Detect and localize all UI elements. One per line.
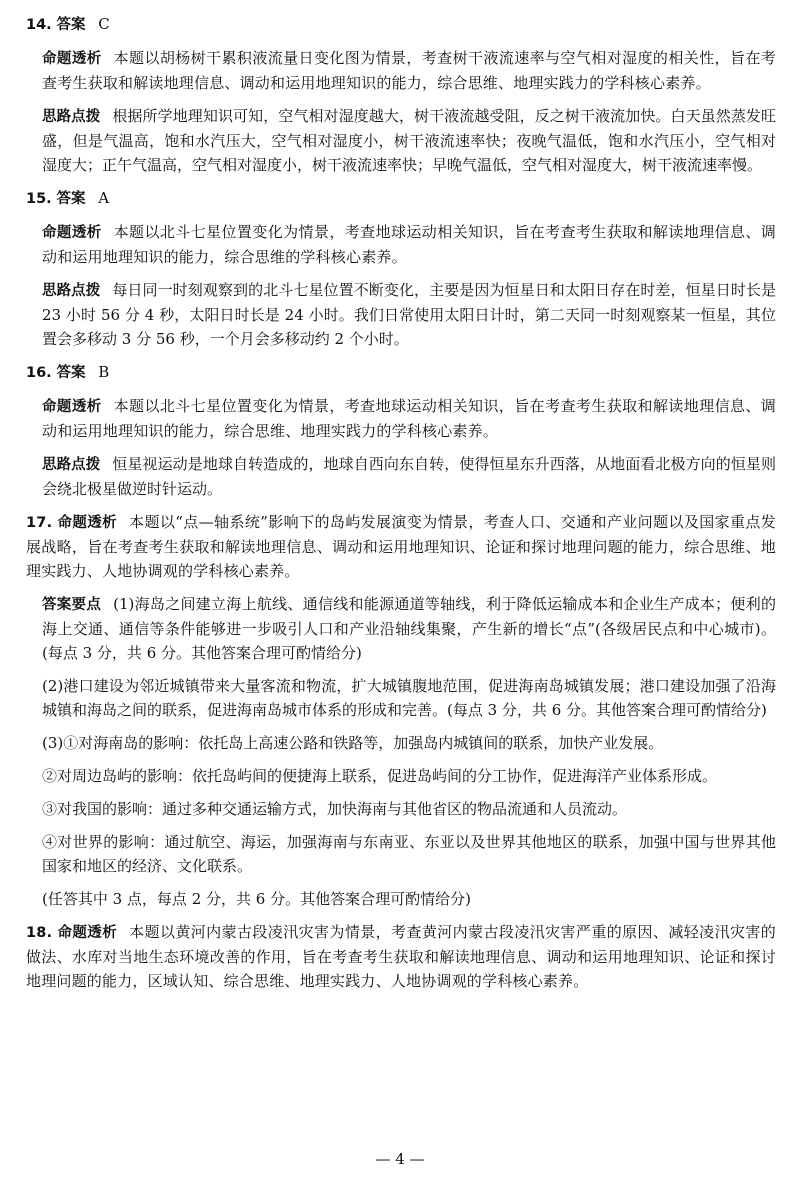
q14-intent-text: 本题以胡杨树干累积液流量日变化图为情景，考查树干液流速率与空气相对湿度的相关性，旨在考查考生获取和解读地理信息、调动和运用地理知识的能力，综合思维、地理实践力的学科核心素养。	[42, 49, 776, 92]
q16-intent	[26, 394, 776, 443]
q16-hint	[26, 452, 776, 501]
q16-answer-label: 答案	[56, 365, 86, 381]
q15-answer-letter: A	[98, 189, 110, 207]
q17-key-label: 答案要点	[42, 597, 102, 613]
q18-intent-text: 本题以黄河内蒙古段凌汛灾害为情景，考查黄河内蒙古段凌汛灾害严重的原因、减轻凌汛灾害的做法、水库对当地生态环境改善的作用，旨在考查考生获取和解读地理信息、调动和运用地理知识、论证和探讨地理问题的能力，区域认知、综合思维、地理实践力、人地协调观的学科核心素养。	[26, 923, 777, 990]
page-number: — 4 —	[375, 1150, 425, 1168]
q15-number: 15.	[26, 191, 52, 207]
q18-intent-label: 命题透析	[57, 925, 118, 941]
q17-key-p3c: ③对我国的影响：通过多种交通运输方式，加快海南与其他省区的物品流通和人员流动。	[42, 800, 628, 818]
q17-key-p3a: (3)①对海南岛的影响：依托岛上高速公路和铁路等，加强岛内城镇间的联系，加快产业发展。	[42, 734, 664, 752]
q15-hint	[26, 278, 776, 351]
q15-intent-text: 本题以北斗七星位置变化为情景，考查地球运动相关知识，旨在考查考生获取和解读地理信息、调动和运用地理知识的能力，综合思维的学科核心素养。	[42, 223, 776, 266]
q18-intent	[26, 920, 776, 993]
q16-hint-label: 思路点拨	[42, 457, 101, 473]
q14-number: 14.	[26, 17, 52, 33]
q14-answer-letter: C	[98, 15, 110, 33]
q15-hint-text: 每日同一时刻观察到的北斗七星位置不断变化，主要是因为恒星日和太阳日存在时差，恒星日时长是 23 小时 56 分 4 秒，太阳日时长是 24 小时。我们日常使用太阳日计时，第二天同一时刻观察某一恒星，其位置会多移动 3 分 56 秒，一个月会多移动约 2 个小时。	[42, 281, 776, 348]
q17-key-p3b: ②对周边岛屿的影响：依托岛屿间的便捷海上联系，促进岛屿间的分工协作，促进海洋产业体系形成。	[42, 767, 718, 785]
q17-intent-label: 命题透析	[57, 515, 118, 531]
q17-key-p1	[26, 592, 776, 665]
q17-number: 17.	[26, 515, 53, 531]
q15-hint-label: 思路点拨	[42, 283, 101, 299]
q16-intent-text: 本题以北斗七星位置变化为情景，考查地球运动相关知识，旨在考查考生获取和解读地理信息、调动和运用地理知识的能力，综合思维、地理实践力的学科核心素养。	[42, 397, 776, 440]
q16-number: 16.	[26, 365, 52, 381]
q16-answer-line	[26, 360, 776, 385]
q17-key-p2: (2)港口建设为邻近城镇带来大量客流和物流，扩大城镇腹地范围，促进海南岛城镇发展；港口建设加强了沿海城镇和海岛之间的联系，促进海南岛城市体系的形成和完善。(每点 3 分，共 6 分。其他答案合理可酌情给分)	[42, 677, 776, 719]
q15-answer-line	[26, 186, 776, 211]
q15-intent-label: 命题透析	[42, 225, 102, 241]
q14-intent	[26, 46, 776, 95]
q17-intent-text: 本题以“点—轴系统”影响下的岛屿发展演变为情景，考查人口、交通和产业问题以及国家重点发展战略，旨在考查考生获取和解读地理信息、调动和运用地理知识、论证和探讨地理问题的能力，综合思维、地理实践力、人地协调观的学科核心素养。	[26, 513, 777, 580]
q16-answer-letter: B	[98, 363, 110, 381]
q15-intent	[26, 220, 776, 269]
q16-intent-label: 命题透析	[42, 399, 102, 415]
q17-key-p1-text: (1)海岛之间建立海上航线、通信线和能源通道等轴线，利于降低运输成本和企业生产成本；便利的海上交通、通信等条件能够进一步吸引人口和产业沿轴线集聚，产生新的增长“点”(各级居民点和中心城市)。(每点 3 分，共 6 分。其他答案合理可酌情给分)	[42, 595, 776, 662]
q17-key-note: (任答其中 3 点，每点 2 分，共 6 分。其他答案合理可酌情给分)	[42, 890, 471, 908]
q14-intent-label: 命题透析	[42, 51, 102, 67]
q16-hint-text: 恒星视运动是地球自转造成的，地球自西向东自转，使得恒星东升西落，从地面看北极方向的恒星则会绕北极星做逆时针运动。	[42, 455, 776, 498]
q14-hint-label: 思路点拨	[42, 109, 101, 125]
q14-hint	[26, 104, 776, 177]
q18-number: 18.	[26, 925, 53, 941]
q14-answer-line	[26, 12, 776, 37]
q14-answer-label: 答案	[56, 17, 86, 33]
q17-key-p3d: ④对世界的影响：通过航空、海运，加强海南与东南亚、东亚以及世界其他地区的联系，加强中国与世界其他国家和地区的经济、文化联系。	[42, 833, 776, 875]
q15-answer-label: 答案	[56, 191, 86, 207]
q14-hint-text: 根据所学地理知识可知，空气相对湿度越大，树干液流越受阻，反之树干液流加快。白天虽然蒸发旺盛，但是气温高，饱和水汽压大，空气相对湿度小，树干液流速率快；夜晚气温低，饱和水汽压小，空气相对湿度大；正午气温高，空气相对湿度小，树干液流速率快；早晚气温低，空气相对湿度大，树干液流速率慢。	[42, 107, 776, 174]
q17-intent	[26, 510, 776, 583]
